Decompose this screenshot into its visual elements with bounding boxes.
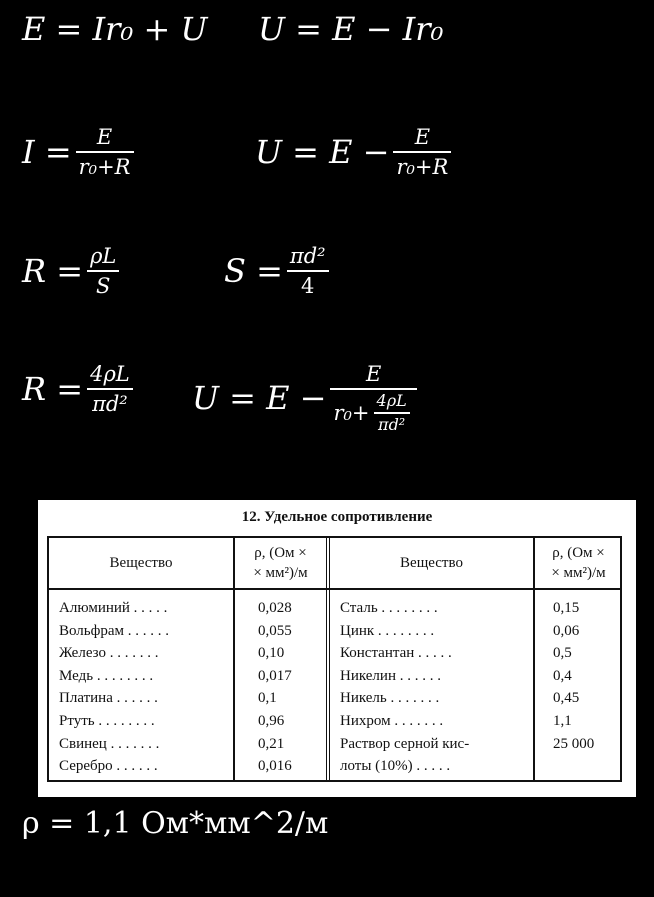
- fraction-numerator: ρL: [90, 244, 117, 268]
- table-cell-value: 0,21: [258, 735, 285, 752]
- nested-fraction: [374, 392, 410, 434]
- table-row: Сталь . . . . . . . .: [340, 600, 438, 616]
- result-formula: ρ = 1,1 Ом*мм^2/м: [22, 806, 329, 841]
- table-cell-value: [553, 755, 594, 778]
- fraction-numerator: 4ρL: [90, 362, 130, 386]
- table-row: Ртуть . . . . . . . .: [59, 712, 155, 729]
- formula-voltage-difference: [258, 10, 443, 48]
- table-row: Цинк . . . . . . . .: [340, 622, 435, 639]
- table-row: Константан . . . . .: [340, 645, 452, 662]
- table-row: Никель . . . . . . .: [340, 690, 440, 707]
- table-cell-value: 0,10: [258, 645, 285, 662]
- fraction: [287, 244, 329, 298]
- fraction-bar: [87, 388, 133, 390]
- header-substance-left: Вещество: [109, 554, 173, 571]
- table-row: Железо . . . . . . .: [59, 645, 159, 662]
- fraction-denominator: S: [96, 274, 111, 298]
- header-rho-right: [535, 538, 622, 588]
- table-row: Никелин . . . . . .: [340, 667, 441, 684]
- header-rho-line2: × мм²)/м: [253, 565, 308, 581]
- header-rho-line1: ρ, (Ом ×: [254, 545, 307, 561]
- table-cell-value: 1,1: [553, 712, 572, 729]
- fraction-numerator: E: [365, 362, 382, 386]
- formula-lhs: S =: [224, 252, 283, 290]
- fraction-bar: [87, 270, 119, 272]
- formula-resistance-diameter: [22, 362, 137, 416]
- header-rho-line1: ρ, (Ом ×: [552, 545, 605, 561]
- table-cell-value: 0,06: [553, 622, 580, 639]
- table-cell-value: 25 000: [553, 735, 595, 752]
- fraction-denominator: 4: [301, 274, 315, 298]
- table-cell-value: 0,028: [258, 600, 292, 616]
- fraction: [76, 125, 134, 179]
- formula-lhs: R =: [22, 370, 84, 408]
- table-title: 12. Удельное сопротивление: [241, 509, 433, 525]
- formula-lhs: I =: [22, 133, 72, 171]
- fraction-bar: [330, 388, 416, 390]
- table-row: Нихром . . . . . . .: [340, 712, 444, 729]
- table-cell-value: 0,1: [258, 690, 277, 707]
- table-cell-value: 0,15: [553, 600, 580, 616]
- header-rho-line2: × мм²)/м: [551, 565, 606, 581]
- formula-text: U = E − Ir₀: [258, 10, 444, 48]
- table-cell-value: 0,96: [258, 712, 285, 729]
- table-row: Раствор серной кис-: [340, 735, 470, 752]
- fraction-numerator: πd²: [289, 244, 326, 268]
- table-row: Серебро . . . . . .: [59, 758, 158, 775]
- header-rho-left: [235, 538, 326, 588]
- formula-lhs: U = E −: [255, 133, 390, 171]
- header-substance-right: Вещество: [400, 554, 463, 571]
- fraction: [87, 244, 119, 298]
- fraction: [87, 362, 133, 416]
- table-row: Свинец . . . . . . .: [59, 735, 160, 752]
- table-row: лоты (10%) . . . . .: [340, 758, 451, 775]
- table-frame: [47, 536, 622, 782]
- fraction-bar: [393, 151, 451, 153]
- table-row: Вольфрам . . . . . .: [59, 622, 170, 639]
- formula-area: [224, 244, 333, 298]
- table-row: Алюминий . . . . .: [59, 600, 168, 616]
- left-values-column: [258, 597, 292, 778]
- fraction-denominator: [330, 392, 416, 434]
- fraction: [393, 125, 451, 179]
- fraction-numerator: E: [414, 125, 431, 149]
- fraction-denominator: r₀+R: [396, 155, 449, 179]
- right-names-column: [340, 597, 469, 778]
- nested-numerator: 4ρL: [376, 391, 407, 410]
- fraction: [330, 362, 416, 434]
- formula-lhs: R =: [22, 252, 84, 290]
- fraction-numerator: E: [96, 125, 113, 149]
- formula-voltage-nested: [192, 362, 421, 434]
- formula-resistance: [22, 244, 123, 298]
- header-divider: [49, 588, 620, 590]
- formula-emf-sum: [22, 10, 207, 48]
- table-cell-value: 0,5: [553, 645, 572, 662]
- formula-lhs: U = E −: [192, 378, 327, 417]
- right-values-column: [553, 597, 594, 778]
- table-cell-value: 0,055: [258, 622, 292, 639]
- fraction-denominator: r₀+R: [78, 155, 131, 179]
- table-cell-value: 0,4: [553, 667, 572, 684]
- formula-voltage-fraction: [255, 125, 455, 179]
- nested-fraction-bar: [374, 412, 410, 414]
- fraction-denominator: πd²: [92, 392, 128, 416]
- table-cell-value: 0,016: [258, 758, 292, 775]
- fraction-bar: [76, 151, 134, 153]
- denominator-prefix: r₀+: [333, 400, 370, 425]
- formula-text: E = Ir₀ + U: [22, 10, 208, 48]
- fraction-bar: [287, 270, 329, 272]
- nested-denominator: πd²: [378, 414, 406, 434]
- table-row: Медь . . . . . . . .: [59, 667, 154, 684]
- formula-current-ohm: [22, 125, 138, 179]
- table-cell-value: 0,45: [553, 690, 580, 707]
- table-cell-value: 0,017: [258, 667, 292, 684]
- table-row: Платина . . . . . .: [59, 690, 158, 707]
- resistivity-table-image: [38, 500, 636, 797]
- left-names-column: [59, 597, 169, 778]
